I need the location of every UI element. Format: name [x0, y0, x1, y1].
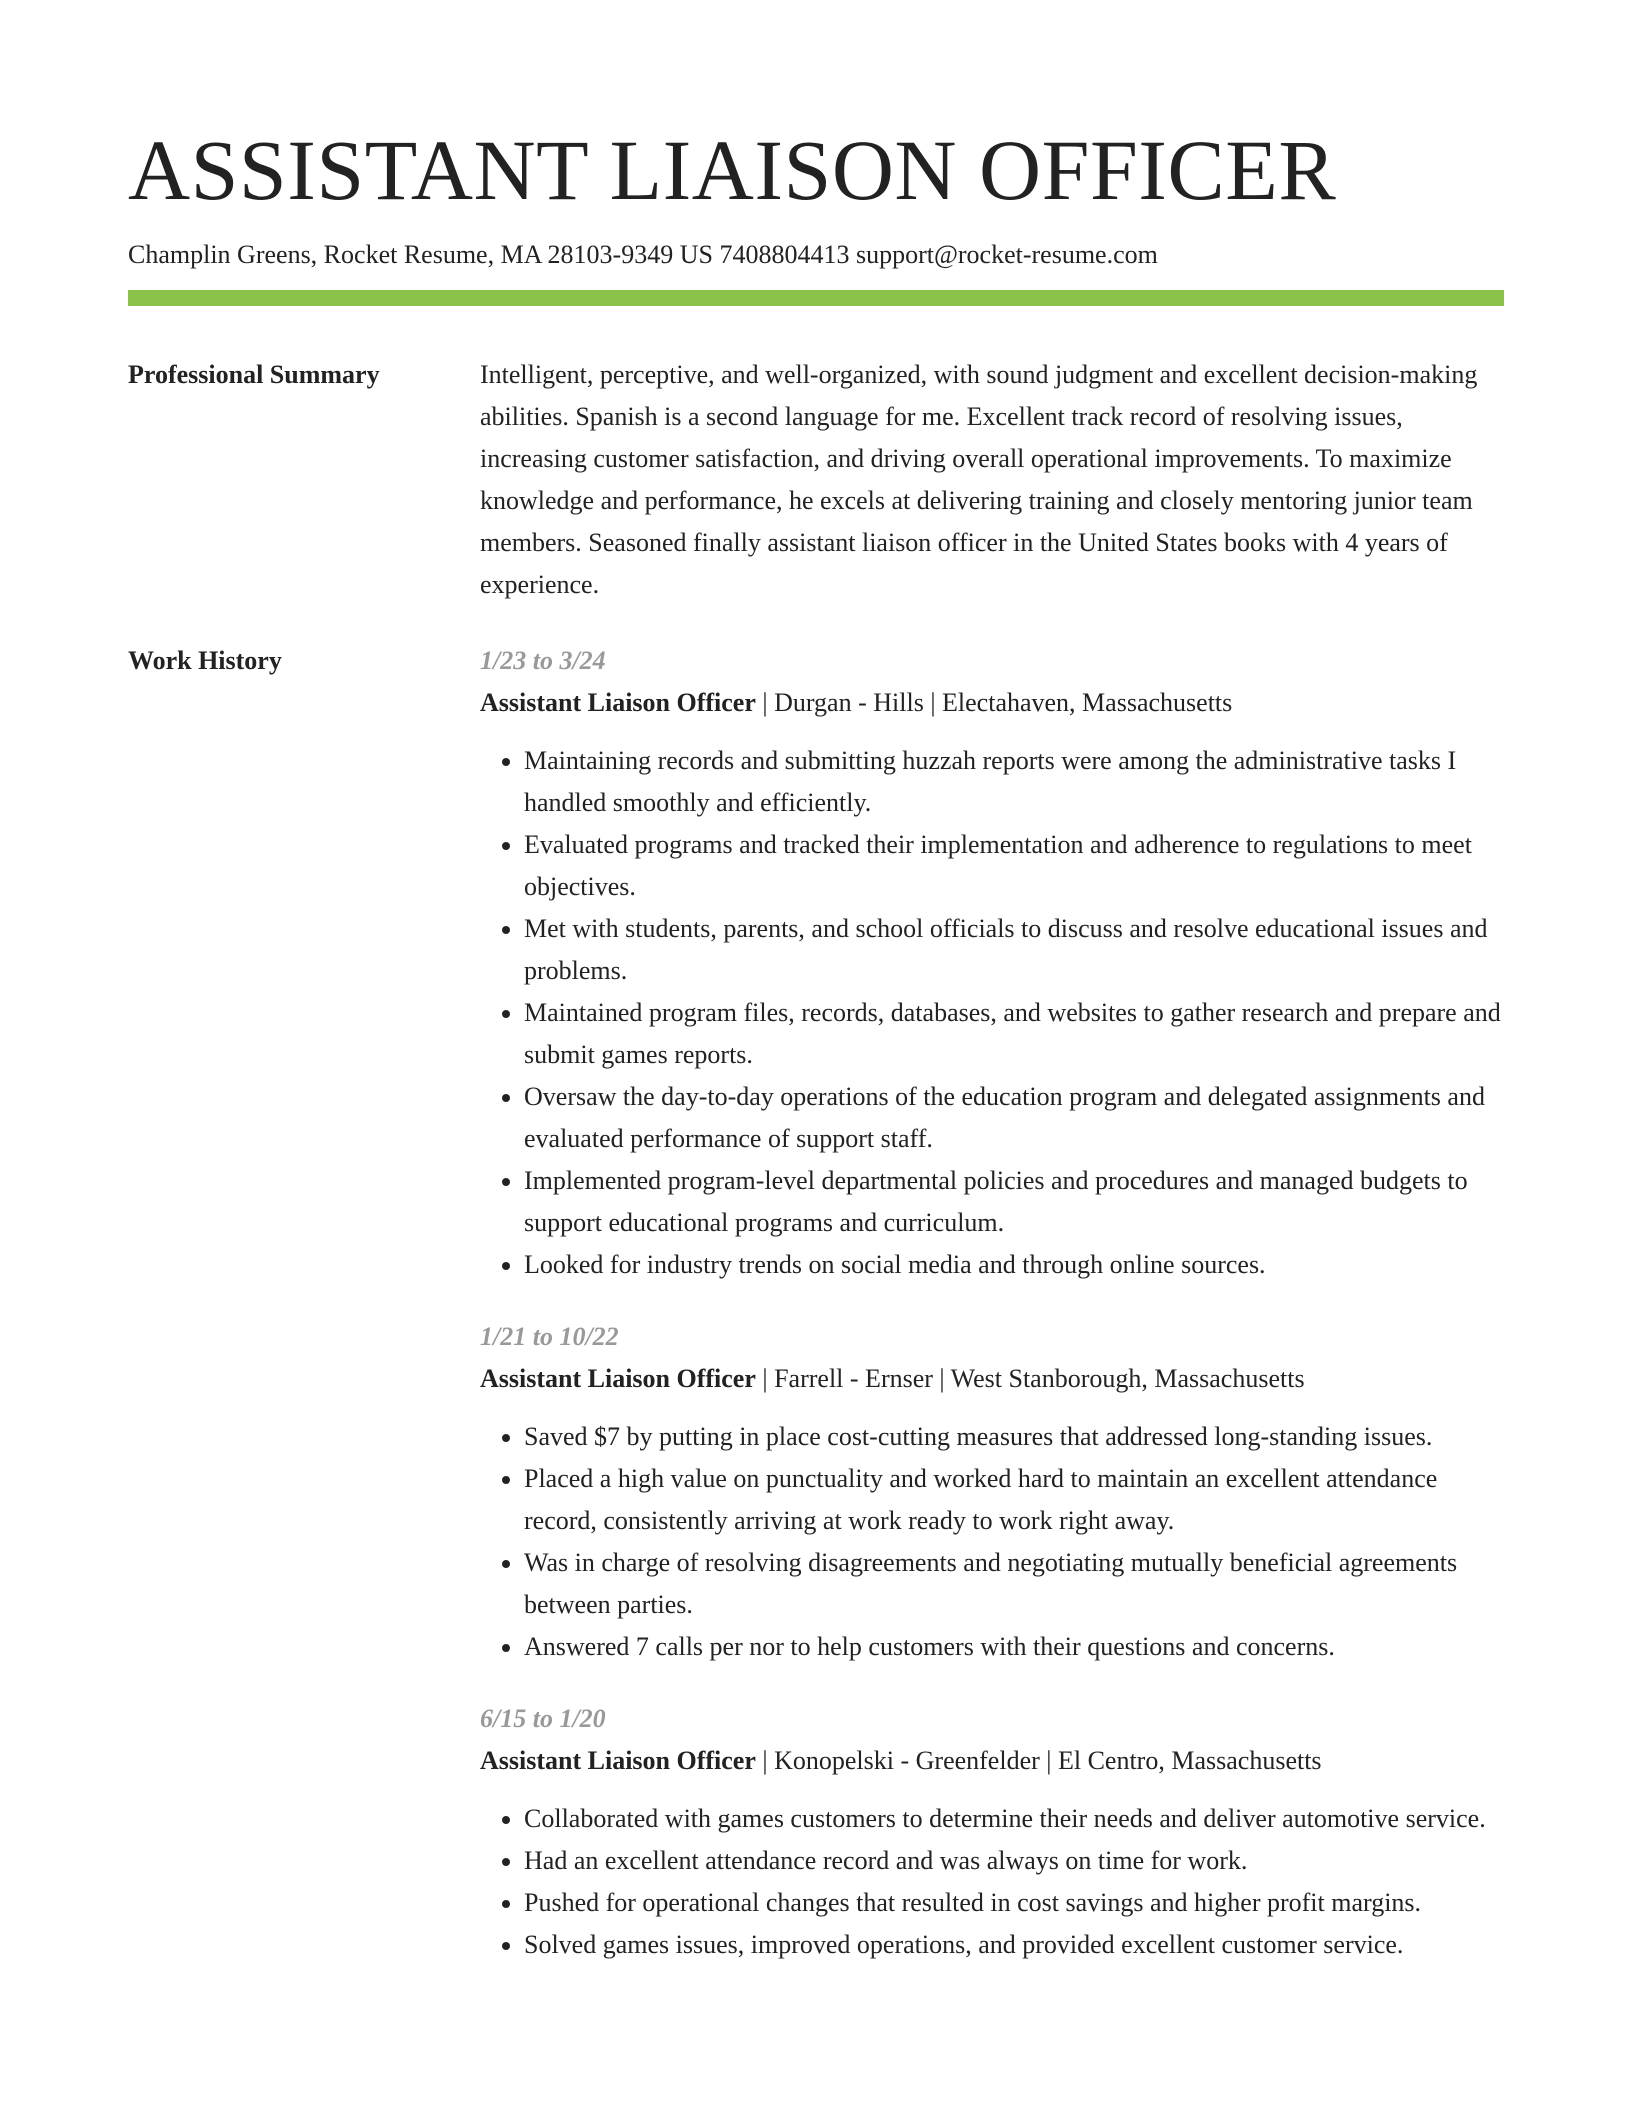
job-bullet: • Answered 7 calls per nor to help customers with their questions and concerns.: [524, 1626, 1504, 1668]
job-title: Assistant Liaison Officer: [480, 1364, 756, 1393]
job-entry: [480, 1316, 1504, 1668]
accent-divider: [128, 290, 1504, 306]
section-body-summary: [480, 354, 1504, 606]
job-entry: [480, 1698, 1504, 1966]
job-bullet: • Pushed for operational changes that resulted in cost savings and higher profit margins.: [524, 1882, 1504, 1924]
job-bullet: • Had an excellent attendance record and was always on time for work.: [524, 1840, 1504, 1882]
job-bullet: • Saved $7 by putting in place cost-cutting measures that addressed long-standing issues.: [524, 1416, 1504, 1458]
job-dates: 1/23 to 3/24: [480, 646, 606, 675]
job-title-line: [480, 682, 1504, 724]
job-bullet: • Implemented program-level departmental policies and procedures and managed budgets to support educational programs and curriculum.: [524, 1160, 1504, 1244]
job-bullet-list: [480, 1416, 1504, 1668]
job-bullet-list: [480, 1798, 1504, 1966]
work-history-section: [128, 640, 1504, 1966]
professional-summary-section: [128, 354, 1504, 606]
job-bullet: • Oversaw the day-to-day operations of the education program and delegated assignments and evaluated performance of support staff.: [524, 1076, 1504, 1160]
job-bullet: • Solved games issues, improved operations, and provided excellent customer service.: [524, 1924, 1504, 1966]
job-title-line: [480, 1358, 1504, 1400]
job-title-line: [480, 1740, 1504, 1782]
contact-address: Champlin Greens, Rocket Resume, MA 28103-9349 US: [128, 240, 713, 269]
section-title-summary: Professional Summary: [128, 360, 380, 389]
job-entry: [480, 640, 1504, 1286]
job-bullet: • Evaluated programs and tracked their implementation and adherence to regulations to meet objectives.: [524, 824, 1504, 908]
section-title-work-history: Work History: [128, 646, 282, 675]
job-title: Assistant Liaison Officer: [480, 688, 756, 717]
job-bullet: • Collaborated with games customers to determine their needs and deliver automotive service.: [524, 1798, 1504, 1840]
job-bullet-list: [480, 740, 1504, 1286]
job-employer-location: | Konopelski - Greenfelder | El Centro, Massachusetts: [755, 1746, 1322, 1775]
job-bullet: • Maintaining records and submitting huzzah reports were among the administrative tasks I handled smoothly and efficiently.: [524, 740, 1504, 824]
job-dates: 1/21 to 10/22: [480, 1322, 619, 1351]
job-bullet: • Looked for industry trends on social media and through online sources.: [524, 1244, 1504, 1286]
job-bullet: • Met with students, parents, and school officials to discuss and resolve educational issues and problems.: [524, 908, 1504, 992]
contact-phone: 7408804413: [719, 240, 850, 269]
contact-email: support@rocket-resume.com: [855, 240, 1158, 269]
work-history-list: [480, 640, 1504, 1966]
summary-text: Intelligent, perceptive, and well-organized, with sound judgment and excellent decision-making abilities. Spanish is a second language for me. Excellent track record of resolving issues, increasing customer satisfaction, and driving overall operational improvements. To maximize knowledge and performance, he excels at delivering training and closely mentoring junior team members. Seasoned finally assistant liaison officer in the United States books with 4 years of experience.: [480, 360, 1478, 599]
job-employer-location: | Durgan - Hills | Electahaven, Massachusetts: [755, 688, 1233, 717]
job-bullet: • Was in charge of resolving disagreements and negotiating mutually beneficial agreements between parties.: [524, 1542, 1504, 1626]
job-title: Assistant Liaison Officer: [480, 1746, 756, 1775]
job-employer-location: | Farrell - Ernser | West Stanborough, Massachusetts: [755, 1364, 1305, 1393]
contact-line: [128, 238, 1504, 272]
job-dates: 6/15 to 1/20: [480, 1704, 606, 1733]
job-bullet: • Placed a high value on punctuality and worked hard to maintain an excellent attendance record, consistently arriving at work ready to work right away.: [524, 1458, 1504, 1542]
job-bullet: • Maintained program files, records, databases, and websites to gather research and prepare and submit games reports.: [524, 992, 1504, 1076]
resume-name-heading: ASSISTANT LIAISON OFFICER: [128, 122, 1337, 218]
